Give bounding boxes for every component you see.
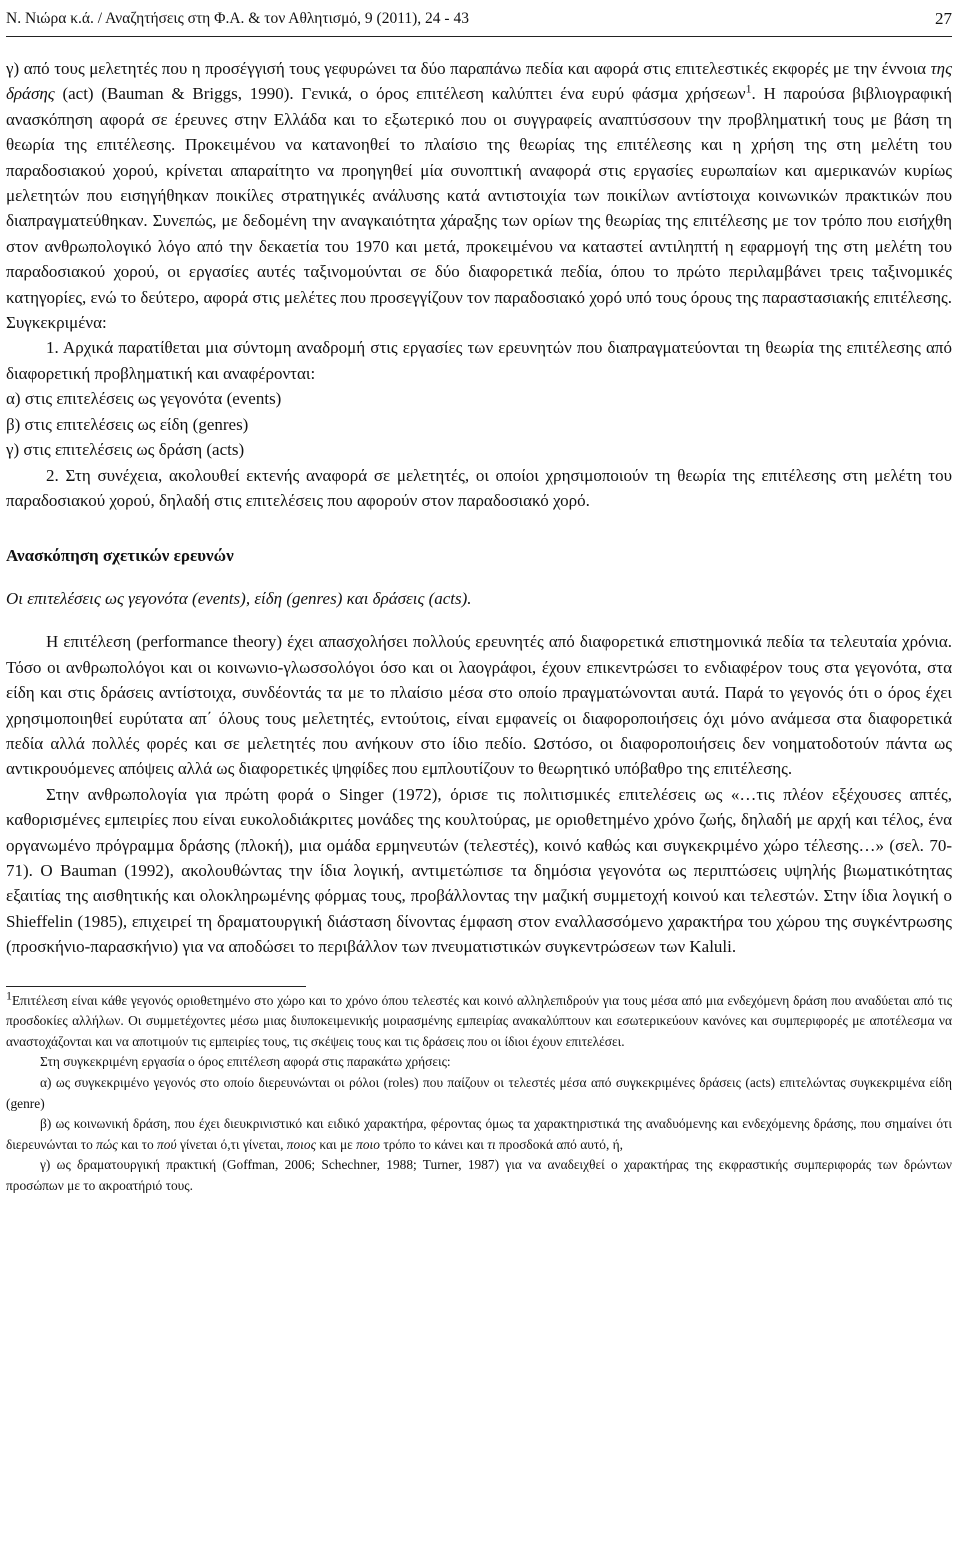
footnote-separator	[6, 986, 306, 987]
footnotes	[6, 988, 952, 1197]
footnote-usage-a: α) ως συγκεκριμένο γεγονός στο οποίο διερευνώνται οι ρόλοι (roles) που παίζουν οι τελεστές μέσα από συγκεκριμένες δράσεις (acts) επιτελώντας συγκεκριμένα είδη (genre)	[6, 1074, 952, 1111]
section-heading: Ανασκόπηση σχετικών ερευνών	[6, 546, 234, 566]
text-run: γίνεται ό,τι γίνεται,	[176, 1136, 287, 1152]
subsection-heading: Οι επιτελέσεις ως γεγονότα (events), είδη (genres) και δράσεις (acts).	[6, 589, 472, 609]
emphasis: πού	[157, 1136, 177, 1152]
list-subitem-a: α) στις επιτελέσεις ως γεγονότα (events)	[6, 389, 282, 409]
text-run: και το	[117, 1136, 158, 1152]
paragraph-intro	[6, 56, 952, 335]
body-text	[6, 56, 952, 1197]
text-run: . Η παρούσα βιβλιογραφική ανασκόπηση αφορά σε έρευνες στην Ελλάδα και το εξωτερικό που οι συγγραφείς αναπτύσσουν την προβληματική τους με βάση τη θεωρία της επιτέλεσης. Προκειμένου να κατανοηθεί το πλαίσιο της θεωρίας της επιτέλεσης και η χρήση της στη μελέτη του παραδοσιακού χορού, κρίνεται απαραίτητο να προηγηθεί μία συνοπτική αναφορά στις εργασίες ευρωπαίων και αμερικανών κυρίως μελετητών που εισηγήθηκαν ποικίλες στρατηγικές ανάλυσης κατά αντιστοιχία των ποικίλων αντίστοιχα κοινωνικών πρακτικών που διαπραγματεύθηκαν. Συνεπώς, με δεδομένη την αναγκαιότητα χάραξης των ορίων της θεωρίας της επιτέλεσης με τον τρόπο που εισήχθη στον ανθρωπολογικό λόγο από την δεκαετία του 1970 και μετά, προκειμένου να καταστεί αντιληπτή η εφαρμογή της στη μελέτη του παραδοσιακού χορού, οι εργασίες αυτές ταξινομούνται σε δύο διαφορετικά πεδία, όπου το πρώτο περιλαμβάνει τρεις ταξινομικές κατηγορίες, ενώ το δεύτερο, αφορά στις μελέτες που προσεγγίζουν τον παραδοσιακό χορό υπό τους όρους της παραστασιακής επιτέλεσης. Συγκεκριμένα:	[6, 84, 952, 333]
footnote-reference[interactable]: 1	[745, 81, 752, 96]
text-run: β) ως κοινωνική δράση, που έχει διευκρινιστικό και ειδικό χαρακτήρα, φέροντας όμως τα χαρακτηριστικά της αναδυόμενης και ενδεχόμενης δράσης, που σημαίνει ότι διερευνώνται το	[6, 1116, 952, 1152]
running-header	[6, 4, 952, 34]
list-subitem-b: β) στις επιτελέσεις ως είδη (genres)	[6, 414, 249, 434]
list-item-1: 1. Αρχικά παρατίθεται μια σύντομη αναδρομή στις εργασίες των ερευνητών που διαπραγματεύονται τη θεωρία της επιτέλεσης από διαφορετική προβληματική και αναφέρονται:	[6, 338, 952, 383]
text-run: τρόπο το κάνει και	[379, 1136, 488, 1152]
text-run: Επιτέλεση είναι κάθε γεγονός οριοθετημένο στο χώρο και το χρόνο όπου τελεστές και κοινό αλληλεπιδρούν για τους μέσα από μια ενδεχόμενη δράση που αναδύεται από τις προσδοκίες αλλήλων. Οι συμμετέχοντες μέσω μιας διυποκειμενικής μοιρασμένης εμπειρίας ανακαλύπτουν και εσωτερικεύουν κανόνες και συμπεριφορές με αποτέλεσμα να αναστοχάζονται και να αποτιμούν τις εμπειρίες τους, τις σκέψεις τους και τις δράσεις που οι ίδιοι έχουν επιτελέσει.	[6, 992, 952, 1049]
footnote-usage-c: γ) ως δραματουργική πρακτική (Goffman, 2006; Schechner, 1988; Turner, 1987) για να αναδειχθεί ο χαρακτήρας της εκφραστικής συμπεριφοράς των δρώντων προσώπων με το ακροατήριό τους.	[6, 1157, 952, 1193]
emphasis: τι	[487, 1136, 496, 1152]
emphasis: ποιος	[286, 1136, 317, 1152]
text-run: γ) από τους μελετητές που η προσέγγισή τους γεφυρώνει τα δύο παραπάνω πεδία και αφορά στις επιτελεστικές εκφορές με την έννοια	[6, 59, 931, 78]
page-number: 27	[935, 9, 952, 28]
text-run: (act) (Bauman & Briggs, 1990). Γενικά, ο όρος επιτέλεση καλύπτει ένα ευρύ φάσμα χρήσεων	[54, 84, 746, 104]
list-item-2: 2. Στη συνέχεια, ακολουθεί εκτενής αναφορά σε μελετητές, οι οποίοι χρησιμοποιούν τη θεωρία της επιτέλεσης στη μελέτη του παραδοσιακού χορού, δηλαδή στις επιτελέσεις που αφορούν στον παραδοσιακό χορό.	[6, 465, 952, 510]
emphasis: ποιο	[356, 1136, 380, 1152]
text-run: και με	[316, 1136, 357, 1152]
footnote-1	[6, 988, 952, 1053]
paragraph-anthropology: Στην ανθρωπολογία για πρώτη φορά ο Singer (1972), όρισε τις πολιτισμικές επιτελέσεις ως «…τις πλέον εξέχουσες απτές, καθορισμένες εμπειρίες που είναι ευκολοδιάκριτες μονάδες της κουλτούρας, με οριοθετημένο χρόνο ζωής, δηλαδή με αρχή και τέλος, ένα οργανωμένο πρόγραμμα δράσης (πλοκή), μια ομάδα ερμηνευτών (τελεστές), κοινό καθώς και συγκεκριμένο χώρο τέλεσης…» (σελ. 70-71). Ο Bauman (1992), ακολουθώντας την ίδια λογική, αντιμετώπισε τα δημόσια γεγονότα ως περιπτώσεις υψηλής βιωματικότητας εξαιτίας της αισθητικής και ολοκληρωμένης φόρμας τους, προβάλλοντας την μαζική συμμετοχή κοινού και τελεστών. Στην ίδια λογική ο Shieffelin (1985), επιχειρεί τη δραματουργική διάσταση δίνοντας έμφαση στον εναλλασσόμενο χαρακτήρα του χώρου της συγκέντρωσης (προσκήνιο-παρασκήνιο) για να αποδώσει το περιβάλλον των πνευματιστικών συγκεντρώσεων των Kaluli.	[6, 784, 952, 957]
running-title: Ν. Νιώρα κ.ά. / Αναζητήσεις στη Φ.Α. & τον Αθλητισμό, 9 (2011), 24 - 43	[6, 10, 469, 27]
footnote-usage-intro: Στη συγκεκριμένη εργασία ο όρος επιτέλεση αφορά στις παρακάτω χρήσεις:	[40, 1054, 451, 1070]
emphasis: της δράσης	[6, 59, 952, 104]
emphasis: πώς	[96, 1136, 118, 1152]
list-subitem-c: γ) στις επιτελέσεις ως δράση (acts)	[6, 440, 245, 460]
paragraph-performance-theory: Η επιτέλεση (performance theory) έχει απασχολήσει πολλούς ερευνητές από διαφορετικά επιστημονικά πεδία τα τελευταία χρόνια. Τόσο οι ανθρωπολόγοι και οι κοινωνιο-γλωσσολόγοι όσο και οι λαογράφοι, έχουν επικεντρώσει το ενδιαφέρον τους στα γεγονότα, στα είδη και στις δράσεις αντίστοιχα, συνδέοντάς τα με το πλαίσιο μέσα στο οποίο πραγματώνονται αυτά. Παρά το γεγονός ότι ο όρος έχει χρησιμοποιηθεί ευρύτατα απ΄ όλους τους μελετητές, εντούτοις, είναι εμφανείς οι διαφοροποιήσεις όχι μόνο ανάμεσα στα διαφορετικά πεδία αλλά πολλές φορές και σε μελετητές που ανήκουν στο ίδιο πεδίο. Ωστόσο, οι διαφοροποιήσεις δεν νοηματοδοτούν πάντα ως αντικρουόμενες απόψεις αλλά ως διαφορετικές ψηφίδες που εμπλουτίζουν το θεωρητικό υπόβαθρο της επιτέλεσης.	[6, 632, 952, 779]
footnote-usage-b	[6, 1114, 952, 1155]
footnote-mark: 1	[6, 988, 12, 1003]
text-run: προσδοκά από αυτό, ή,	[495, 1136, 623, 1152]
header-rule	[6, 36, 952, 37]
